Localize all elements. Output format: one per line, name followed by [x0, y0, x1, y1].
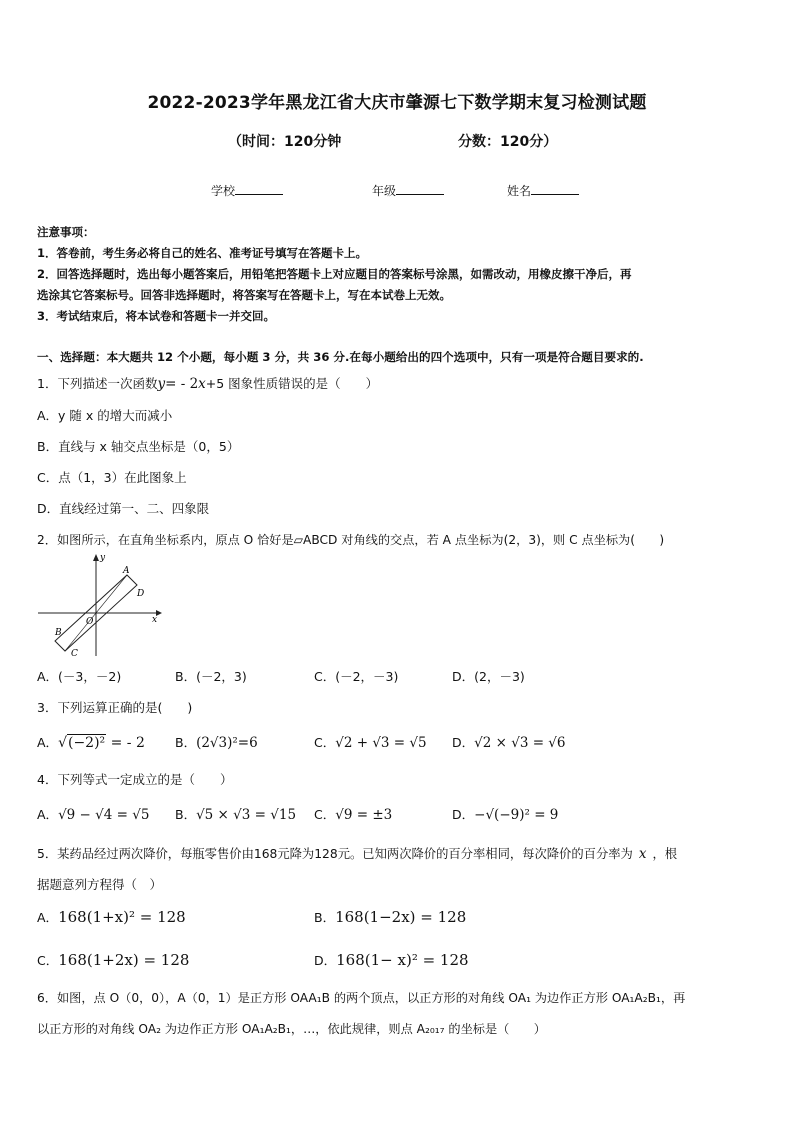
fig-label-y: y: [100, 553, 106, 563]
q1-option-a: A．y 随 x 的增大而减小: [37, 408, 173, 423]
q4-c-expr: √9 = ±3: [335, 807, 393, 823]
q1-stem: [37, 374, 378, 392]
q3-d-expr: √2 × √3 = √6: [474, 735, 566, 751]
q1-option-d: D．直线经过第一、二、四象限: [37, 501, 210, 516]
q5-a-label: A．: [37, 910, 59, 925]
notice-item-2a: 2．回答选择题时，选出每小题答案后，用铅笔把答题卡上对应题目的答案标号涂黑，如需改动，用橡皮擦干净后，再: [37, 267, 632, 281]
q1-fn-var: y: [157, 376, 166, 392]
school-field: [211, 182, 283, 199]
q5-d-label: D．: [314, 953, 337, 968]
grade-label: 年级: [372, 184, 397, 198]
q1-fn-part: = - 2: [165, 376, 199, 392]
q3-option-c: [314, 733, 427, 751]
q3-option-a: [37, 733, 145, 751]
q5-var-x: x: [638, 846, 647, 862]
q4-d-expr: −√(−9)² = 9: [474, 807, 559, 823]
q6-stem-line2: 以正方形的对角线 OA₂ 为边作正方形 OA₁A₂B₁，…，依此规律，则点 A₂₀₁₇ 的坐标是（ ）: [37, 1022, 546, 1036]
exam-time: （时间：120分钟: [228, 134, 342, 150]
q2-stem: 2．如图所示，在直角坐标系内，原点 O 恰好是▱ABCD 对角线的交点，若 A 点坐标为(2，3)，则 C 点坐标为( ): [37, 533, 665, 547]
q1-stem-tail: +5 图象性质错误的是（ ）: [205, 376, 379, 391]
q5-stem-line2: 据题意列方程得（ ）: [37, 877, 163, 892]
q4-option-a: [37, 805, 149, 823]
q4-option-d: [452, 805, 558, 823]
q3-a-rest: = - 2: [106, 735, 145, 751]
q5-option-a: [37, 908, 186, 926]
school-label: 学校: [211, 184, 236, 198]
q3-c-label: C．: [314, 735, 336, 750]
q5-c-label: C．: [37, 953, 59, 968]
q4-stem: 4．下列等式一定成立的是（ ）: [37, 772, 233, 787]
q4-a-label: A．: [37, 807, 59, 822]
q5-d-expr: 168(1− x)² = 128: [336, 951, 469, 969]
q6-stem-line1: 6．如图，点 O（0，0），A（0，1）是正方形 OAA₁B 的两个顶点，以正方形的对角线 OA₁ 为边作正方形 OA₁A₂B₁，再: [37, 991, 686, 1005]
q2-option-a: A．(－3，－2): [37, 669, 122, 684]
name-blank: [531, 183, 579, 195]
fig-label-b: B: [55, 628, 62, 638]
q3-a-radicand: (−2)²: [67, 735, 106, 751]
q4-d-label: D．: [452, 807, 475, 822]
q3-b-expr: (2√3)²=6: [196, 735, 258, 751]
q3-c-expr: √2 + √3 = √5: [335, 735, 427, 751]
q5-b-expr: 168(1−2x) = 128: [335, 908, 467, 926]
q1-stem-text: 1．下列描述一次函数: [37, 376, 158, 391]
section-heading: 一、选择题：本大题共 12 个小题，每小题 3 分，共 36 分.在每小题给出的四个选项中，只有一项是符合题目要求的.: [37, 350, 644, 364]
fig-label-a: A: [123, 566, 130, 576]
q1-option-b: B．直线与 x 轴交点坐标是（0，5）: [37, 439, 240, 454]
q3-stem: 3．下列运算正确的是( ): [37, 700, 193, 715]
q2-figure: [36, 552, 166, 658]
q4-c-label: C．: [314, 807, 336, 822]
grade-field: [372, 182, 444, 199]
notice-item-2b: 选涂其它答案标号。回答非选择题时，将答案写在答题卡上，写在本试卷上无效。: [37, 288, 451, 302]
q1-option-c: C．点（1，3）在此图象上: [37, 470, 187, 485]
q1-fn-x: x: [198, 376, 206, 392]
q3-option-b: [175, 733, 258, 751]
q5-option-d: [314, 951, 469, 969]
notice-item-3: 3．考试结束后，将本试卷和答题卡一并交回。: [37, 309, 275, 323]
school-blank: [235, 183, 283, 195]
q3-a-expr: √(−2)² = - 2: [58, 735, 145, 751]
q2-option-c: C．(－2，－3): [314, 669, 399, 684]
q5-option-b: [314, 908, 466, 926]
fig-label-c: C: [71, 649, 78, 658]
q5-b-label: B．: [314, 910, 336, 925]
q2-option-b: B．(－2，3): [175, 669, 247, 684]
q2-option-d: D．(2，－3): [452, 669, 525, 684]
fig-label-x: x: [152, 615, 158, 625]
q4-option-b: [175, 805, 296, 823]
q4-a-expr: √9 − √4 = √5: [58, 807, 150, 823]
q4-b-label: B．: [175, 807, 197, 822]
q3-a-label: A．: [37, 735, 59, 750]
notice-heading: 注意事项：: [37, 225, 95, 239]
name-label: 姓名: [507, 184, 532, 198]
q5-stem-text: 5．某药品经过两次降价，每瓶零售价由168元降为128元。已知两次降价的百分率相同，每次降价的百分率为: [37, 847, 633, 861]
y-axis-arrow: [93, 554, 99, 561]
name-field: [507, 182, 579, 199]
q5-stem-tail: ，根: [652, 847, 678, 861]
notice-item-1: 1．答卷前，考生务必将自己的姓名、准考证号填写在答题卡上。: [37, 246, 367, 260]
exam-score: 分数：120分）: [458, 134, 558, 150]
q4-b-expr: √5 × √3 = √15: [196, 807, 297, 823]
q3-b-label: B．: [175, 735, 197, 750]
grade-blank: [396, 183, 444, 195]
q3-option-d: [452, 733, 566, 751]
fig-label-d: D: [137, 589, 145, 599]
q5-c-expr: 168(1+2x) = 128: [58, 951, 190, 969]
q3-d-label: D．: [452, 735, 475, 750]
fig-label-o: O: [86, 617, 94, 627]
q5-option-c: [37, 951, 189, 969]
q5-stem-line1: [37, 844, 677, 862]
q4-option-c: [314, 805, 392, 823]
page-title: 2022-2023学年黑龙江省大庆市肇源七下数学期末复习检测试题: [147, 93, 647, 113]
q5-a-expr: 168(1+x)² = 128: [58, 908, 186, 926]
